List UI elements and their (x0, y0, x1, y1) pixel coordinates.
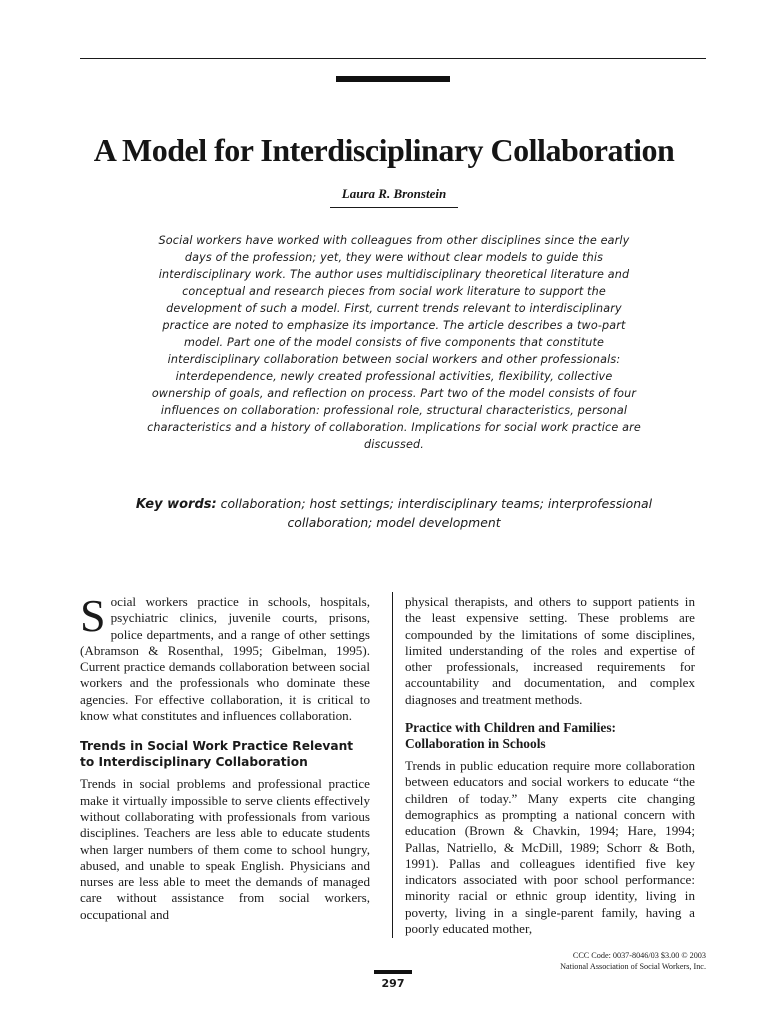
column-divider (392, 592, 393, 938)
page-number: 297 (381, 977, 405, 990)
title-bar-decoration (336, 76, 450, 82)
left-column (80, 590, 370, 923)
author-block (330, 185, 458, 208)
keywords-text: collaboration; host settings; interdisciplinary teams; interprofessional collaboration; model development (220, 496, 653, 530)
schools-paragraph: Trends in public education require more collaboration between educators and social workers to educate “the children of today.” Many experts cite changing demographics as prompting a national concern with education (Brown & Chavkin, 1994; Hare, 1994; Pallas, Natriello, & McDill, 1989; Schorr & Both, 1991). Pallas and colleagues identified five key indicators associated with poor school performance: minority racial or ethnic group identity, living in poverty, living in a single-parent family, having a poorly educated mother, (405, 758, 695, 937)
author-name: Laura R. Bronstein (341, 186, 447, 201)
publisher-line: National Association of Social Workers, Inc. (560, 962, 706, 971)
keywords (120, 495, 668, 532)
continuation-paragraph: physical therapists, and others to support patients in the least expensive setting. These problems are compounded by the limitations of some disciplines, limited understanding of the roles and expertise of other professionals, increased requirements for accountability and documentation, and complex diagnoses and treatment methods. (405, 594, 695, 707)
ccc-code: CCC Code: 0037-8046/03 $3.00 © 2003 (572, 951, 706, 960)
section-heading-trends: Trends in Social Work Practice Relevant to Interdisciplinary Collaboration (80, 739, 354, 770)
ccc-code-block (470, 950, 706, 972)
intro-text: ocial workers practice in schools, hospitals, psychiatric clinics, juvenile courts, prisons, police departments, and a range of other settings (Abramson & Rosenthal, 1995; Gibelman, 1995). Current practice demands collaboration between social workers and the professionals who dominate these agencies. For effective collaboration, it is critical to know what constitutes and influences collaboration. (80, 594, 370, 724)
section-heading-schools: Practice with Children and Families: Collaboration in Schools (405, 720, 617, 752)
top-rule (80, 58, 706, 59)
author-underline (330, 207, 458, 208)
right-column (405, 594, 695, 937)
trends-paragraph: Trends in social problems and professional practice make it virtually impossible to serve clients effectively without collaborating with professionals from various disciplines. Teachers are less able to educate students when larger numbers of them come to school hungry, abused, and unable to speak English. Physicians and nurses are less able to meet the demands of managed care without assistance from social workers, occupational and (80, 776, 370, 922)
page-number-bar (374, 970, 412, 974)
abstract: Social workers have worked with colleagues from other disciplines since the early days of the profession; yet, they were without clear models to guide this interdisciplinary work. The author uses multidisciplinary theoretical literature and conceptual and research pieces from social work literature to support the development of such a model. First, current trends relevant to interdisciplinary practice are noted to emphasize its importance. The article describes a two-part model. Part one of the model consists of five components that constitute interdisciplinary collaboration between social workers and other professionals: interdependence, newly created professional activities, flexibility, collective ownership of goals, and reflection on process. Part two of the model consists of four influences on collaboration: professional role, structural characteristics, personal characteristics and a history of collaboration. Implications for social work practice are discussed. (147, 234, 641, 451)
drop-cap: S (80, 590, 106, 641)
keywords-label: Key words: (135, 497, 217, 512)
intro-paragraph (80, 590, 370, 724)
article-title: A Model for Interdisciplinary Collaboration (93, 132, 675, 168)
